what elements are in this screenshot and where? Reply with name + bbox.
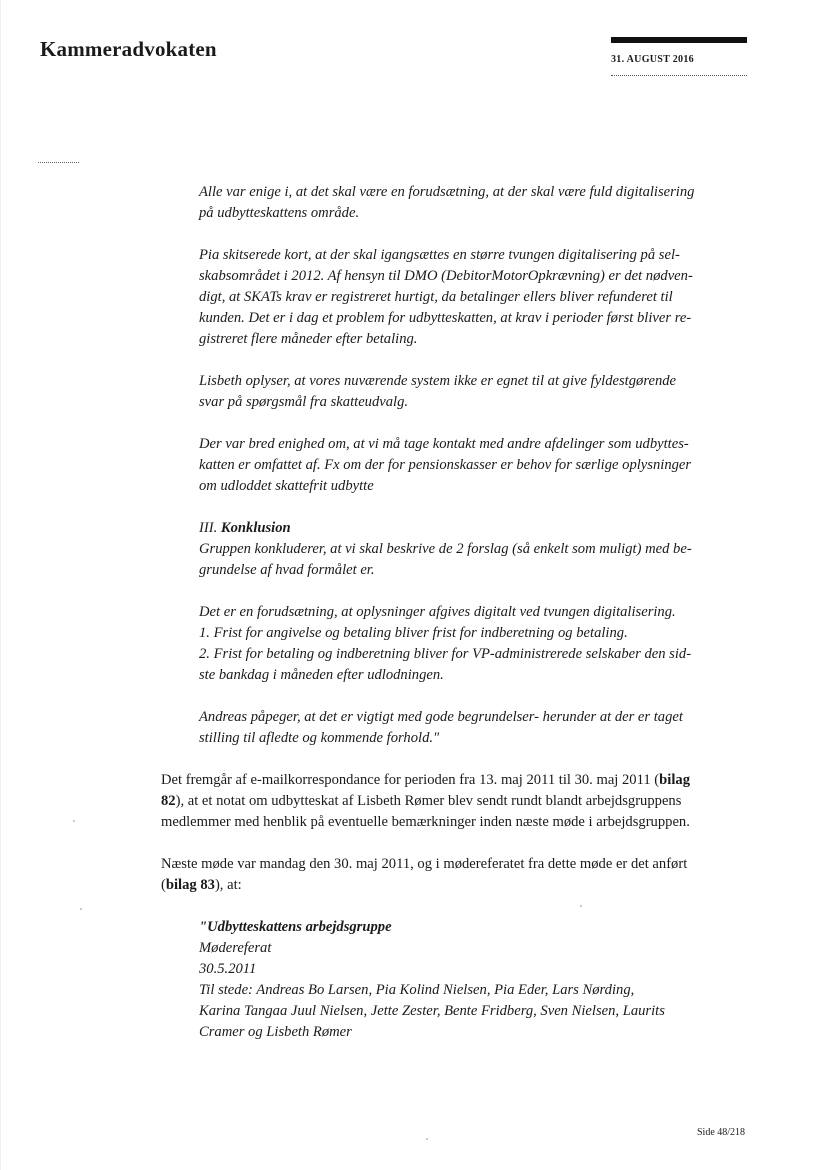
text-line: kunden. Det er i dag et problem for udbytteskatten, at krav i perioder først bliver re- [199, 310, 692, 326]
attendees-line: Cramer og Lisbeth Rømer [199, 1024, 352, 1040]
quote-paragraph-2 [199, 245, 752, 350]
page-number: Side 48/218 [697, 1127, 746, 1138]
text-line: skabsområdet i 2012. Af hensyn til DMO (DebitorMotorOpkrævning) er det nødven- [199, 268, 693, 284]
section-title: Konklusion [220, 520, 291, 536]
quote-paragraph-6 [199, 602, 752, 686]
quote-paragraph-4 [199, 434, 752, 497]
scan-speck [80, 908, 82, 910]
text-line: Alle var enige i, at det skal være en forudsætning, at der skal være fuld digitalisering [199, 184, 695, 200]
exhibit-ref: bilag 83 [165, 877, 215, 893]
minutes-title [199, 917, 752, 938]
scan-speck [73, 820, 75, 822]
text-line: stilling til afledte og kommende forhold." [199, 730, 440, 746]
quote-minutes [199, 917, 752, 1043]
text-line: om udloddet skattefrit udbytte [199, 478, 374, 494]
text-line: svar på spørgsmål fra skatteudvalg. [199, 394, 409, 410]
text-line [161, 770, 753, 791]
text-line: Andreas påpeger, at det er vigtigt med gode begrundelser- herunder at der er taget [199, 709, 683, 725]
margin-divider [38, 162, 79, 163]
scan-speck [580, 905, 582, 907]
text-line: Det er en forudsætning, at oplysninger afgives digitalt ved tvungen digitalisering. [199, 604, 676, 620]
minutes-subtitle: Mødereferat [199, 940, 272, 956]
text-line: grundelse af hvad formålet er. [199, 562, 375, 578]
minutes-title-text: "Udbytteskattens arbejdsgruppe [199, 919, 392, 935]
text-line: ste bankdag i måneden efter udlodningen. [199, 667, 444, 683]
text-line: gistreret flere måneder efter betaling. [199, 331, 418, 347]
quote-paragraph-7 [199, 707, 752, 749]
date-bar [611, 37, 747, 43]
text-line: Lisbeth oplyser, at vores nuværende system ikke er egnet til at give fyldestgørende [199, 373, 677, 389]
text-line: Der var bred enighed om, at vi må tage kontakt med andre afdelinger som udbyttes- [199, 436, 689, 452]
attendees-line: Til stede: Andreas Bo Larsen, Pia Kolind Nielsen, Pia Eder, Lars Nørding, [199, 982, 635, 998]
text-run: ), at et notat om udbytteskat af Lisbeth Rømer blev sendt rundt blandt arbejdsgruppens [175, 793, 682, 809]
text-run: ( [161, 877, 166, 893]
text-line: på udbytteskattens område. [199, 205, 360, 221]
text-line: 2. Frist for betaling og indberetning bliver for VP-administrerede selskaber den sid- [199, 646, 692, 662]
exhibit-ref: 82 [161, 793, 176, 809]
exhibit-ref: bilag [659, 772, 690, 788]
document-date: 31. AUGUST 2016 [611, 54, 694, 65]
text-line [161, 791, 753, 812]
text-run: Det fremgår af e-mailkorrespondance for perioden fra 13. maj 2011 til 30. maj 2011 ( [161, 772, 660, 788]
body-paragraph-2 [161, 854, 753, 896]
text-line: digt, at SKATs krav er registreret hurtigt, da betalinger ellers bliver refunderet til [199, 289, 673, 305]
minutes-date: 30.5.2011 [199, 961, 257, 977]
quote-paragraph-3 [199, 371, 752, 413]
text-line: Næste møde var mandag den 30. maj 2011, og i mødereferatet fra dette møde er det anført [161, 856, 688, 872]
text-line: Gruppen konkluderer, at vi skal beskrive de 2 forslag (så enkelt som muligt) med be- [199, 541, 692, 557]
body-paragraph-1 [161, 770, 753, 833]
text-line: medlemmer med henblik på eventuelle bemærkninger inden næste møde i arbejdsgruppen. [161, 814, 690, 830]
section-heading [199, 518, 752, 539]
text-line: 1. Frist for angivelse og betaling bliver frist for indberetning og betaling. [199, 625, 628, 641]
text-line [161, 875, 753, 896]
quote-paragraph-1 [199, 182, 752, 224]
text-line: katten er omfattet af. Fx om der for pensionskasser er behov for særlige oplysninger [199, 457, 692, 473]
scan-speck [426, 1138, 428, 1140]
date-divider [611, 75, 747, 76]
quote-conclusion [199, 518, 752, 581]
text-run: ), at: [214, 877, 242, 893]
org-name: Kammeradvokaten [40, 37, 217, 61]
text-line: Pia skitserede kort, at der skal igangsættes en større tvungen digitalisering på sel- [199, 247, 680, 263]
attendees-line: Karina Tangaa Juul Nielsen, Jette Zester, Bente Fridberg, Sven Nielsen, Laurits [199, 1003, 665, 1019]
section-number: III. [199, 520, 218, 536]
